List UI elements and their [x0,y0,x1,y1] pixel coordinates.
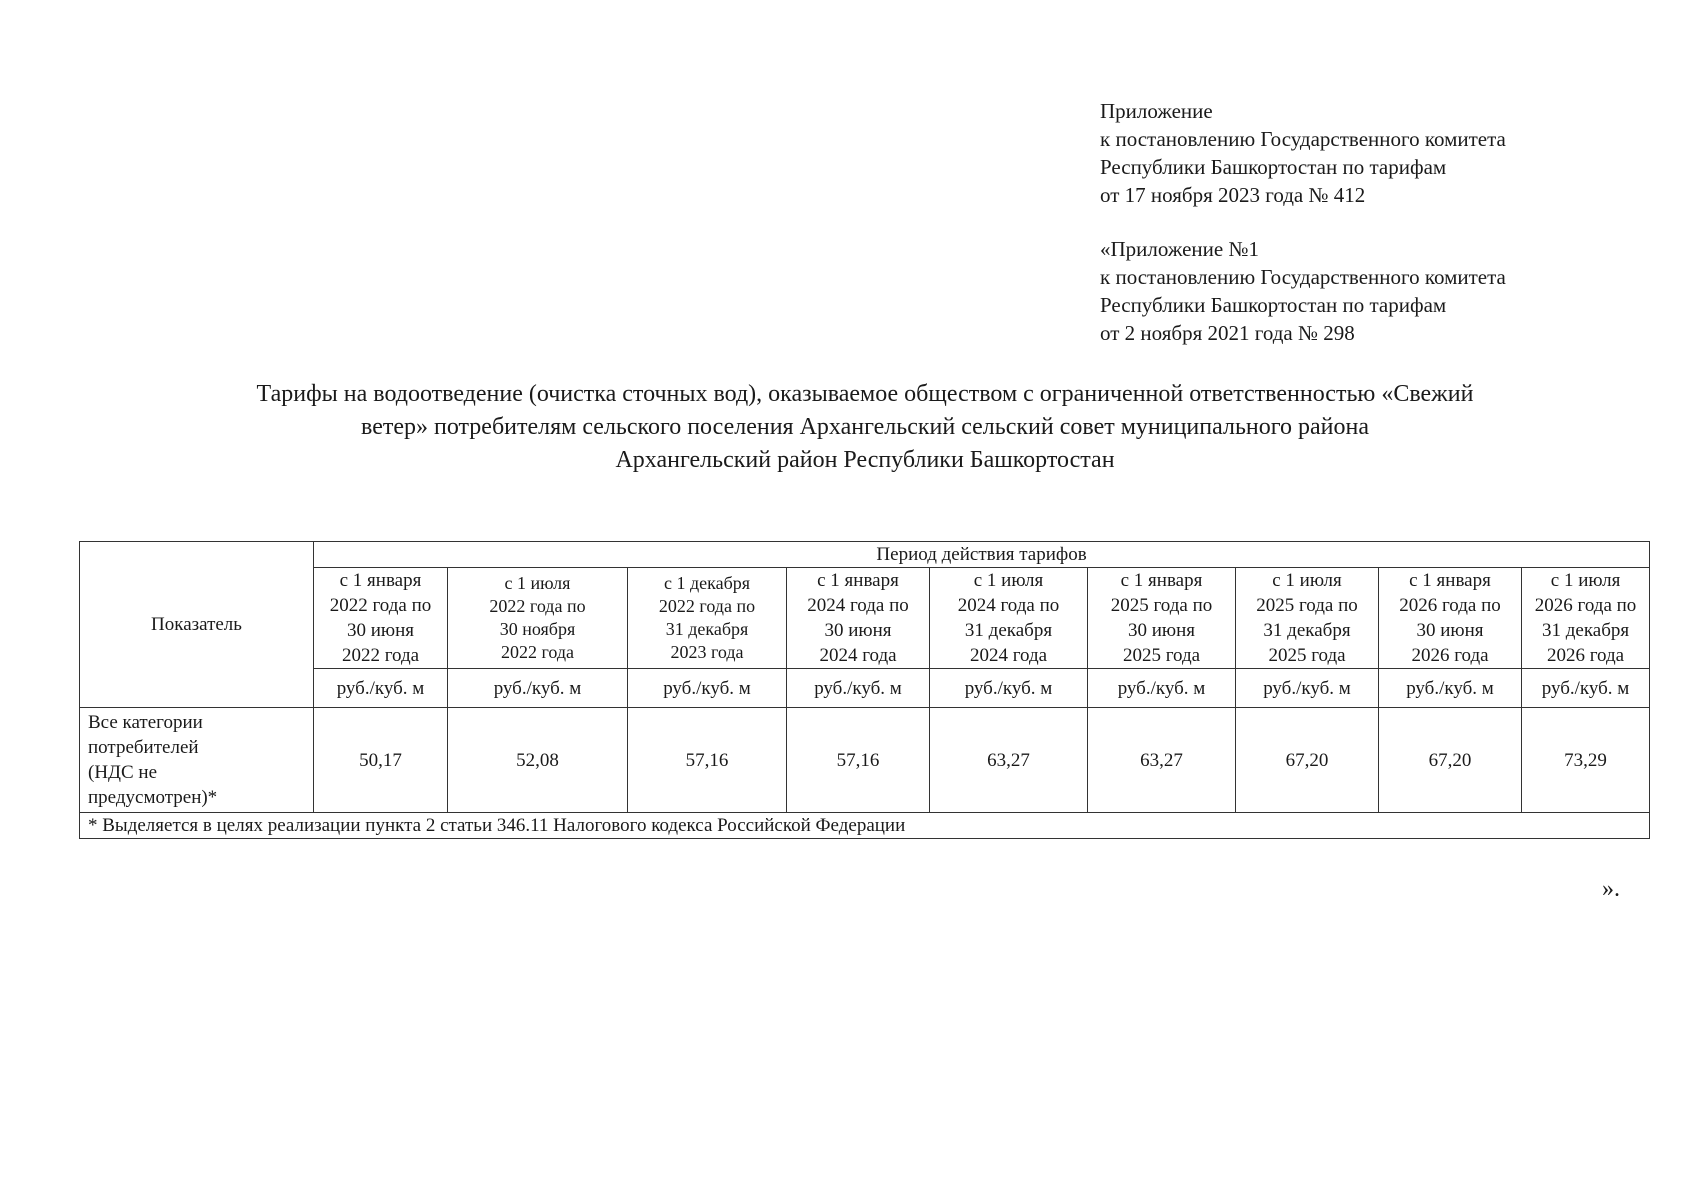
row-label-line: (НДС не [88,762,158,783]
footnote-row [80,813,1650,839]
unit-cell: руб./куб. м [1522,669,1650,708]
indicator-header: Показатель [80,542,314,708]
tariff-value: 52,08 [448,708,628,813]
tariff-value: 67,20 [1236,708,1379,813]
period-line: 2022 года [341,645,420,666]
period-cell [1088,568,1236,669]
period-line: с 1 января [339,570,422,591]
tariff-value: 57,16 [628,708,787,813]
appendix-line: к постановлению Государственного комитета [1100,265,1506,289]
row-label-line: Все категории [88,712,203,733]
period-cell [1236,568,1379,669]
period-line: с 1 января [817,570,899,591]
document-title [110,378,1620,477]
appendix-line: Республики Башкортостан по тарифам [1100,293,1447,317]
period-line: с 1 января [1120,570,1203,591]
unit-cell: руб./куб. м [314,669,448,708]
period-line: 2024 года [819,645,897,666]
tariff-value: 67,20 [1379,708,1522,813]
period-line: 2024 года [969,645,1048,666]
tariff-value: 73,29 [1522,708,1650,813]
period-line: 31 декабря [964,620,1053,641]
period-line: 30 июня [1416,620,1484,641]
appendix-line: Приложение [1100,99,1213,123]
unit-cell: руб./куб. м [930,669,1088,708]
title-line: ветер» потребителям сельского поселения Архангельский сельский совет муниципального района [361,414,1369,440]
period-line: 2026 года по [1534,595,1637,616]
appendix-line: от 2 ноября 2021 года № 298 [1100,321,1355,345]
period-cell [628,568,787,669]
period-line: 30 июня [824,620,892,641]
appendix-line: «Приложение №1 [1100,237,1259,261]
tariff-value: 63,27 [930,708,1088,813]
row-label-line: предусмотрен)* [88,787,218,808]
period-line: 31 декабря [665,619,749,639]
unit-cell: руб./куб. м [1379,669,1522,708]
period-line: 2024 года по [807,595,909,616]
period-line: 30 ноября [499,619,576,639]
tariff-value: 57,16 [787,708,930,813]
footnote: * Выделяется в целях реализации пункта 2 статьи 346.11 Налогового кодекса Российской Федерации [80,813,1650,839]
unit-cell: руб./куб. м [1236,669,1379,708]
period-cell [787,568,930,669]
period-line: 2022 года [500,642,575,662]
period-line: 2025 года по [1256,595,1358,616]
row-label [80,708,314,813]
period-cell [448,568,628,669]
unit-cell: руб./куб. м [628,669,787,708]
appendix-line: Республики Башкортостан по тарифам [1100,155,1447,179]
period-line: 31 декабря [1541,620,1630,641]
period-line: с 1 января [1409,570,1491,591]
period-line: с 1 июля [1272,570,1342,591]
appendix-line: от 17 ноября 2023 года № 412 [1100,183,1366,207]
period-line: с 1 июля [504,573,571,593]
period-line: 30 июня [1127,620,1196,641]
period-cell [1522,568,1650,669]
title-line: Тарифы на водоотведение (очистка сточных вод), оказываемое обществом с ограниченной ответственностью «Свежий [256,381,1474,407]
period-line: 30 июня [346,620,415,641]
period-line: 2025 года [1268,645,1346,666]
row-label-line: потребителей [88,737,199,758]
period-line: 2026 года [1546,645,1625,666]
appendix-header [1100,97,1660,209]
unit-cell: руб./куб. м [448,669,628,708]
period-header: Период действия тарифов [314,542,1650,568]
period-line: 2024 года по [957,595,1060,616]
period-line: с 1 июля [1550,570,1621,591]
tariff-value: 63,27 [1088,708,1236,813]
unit-cell: руб./куб. м [787,669,930,708]
period-line: 2025 года по [1110,595,1213,616]
period-row [80,568,1650,669]
period-line: 2022 года по [489,596,586,616]
title-line: Архангельский район Республики Башкортостан [615,447,1115,473]
tariff-table [79,541,1650,839]
tariff-value: 50,17 [314,708,448,813]
period-line: с 1 декабря [663,573,751,593]
table-row [80,708,1650,813]
closing-quote: ». [1602,876,1620,902]
period-cell [930,568,1088,669]
unit-cell: руб./куб. м [1088,669,1236,708]
period-line: 2026 года по [1399,595,1501,616]
period-line: 2022 года по [658,596,756,616]
period-line: 2025 года [1122,645,1201,666]
appendix-line: к постановлению Государственного комитета [1100,127,1506,151]
appendix-original [1100,235,1660,347]
period-cell [1379,568,1522,669]
period-line: 2022 года по [329,595,432,616]
period-line: 2026 года [1411,645,1489,666]
period-cell [314,568,448,669]
period-line: 2023 года [670,642,744,662]
period-line: 31 декабря [1263,620,1351,641]
period-line: с 1 июля [973,570,1044,591]
unit-row [80,669,1650,708]
